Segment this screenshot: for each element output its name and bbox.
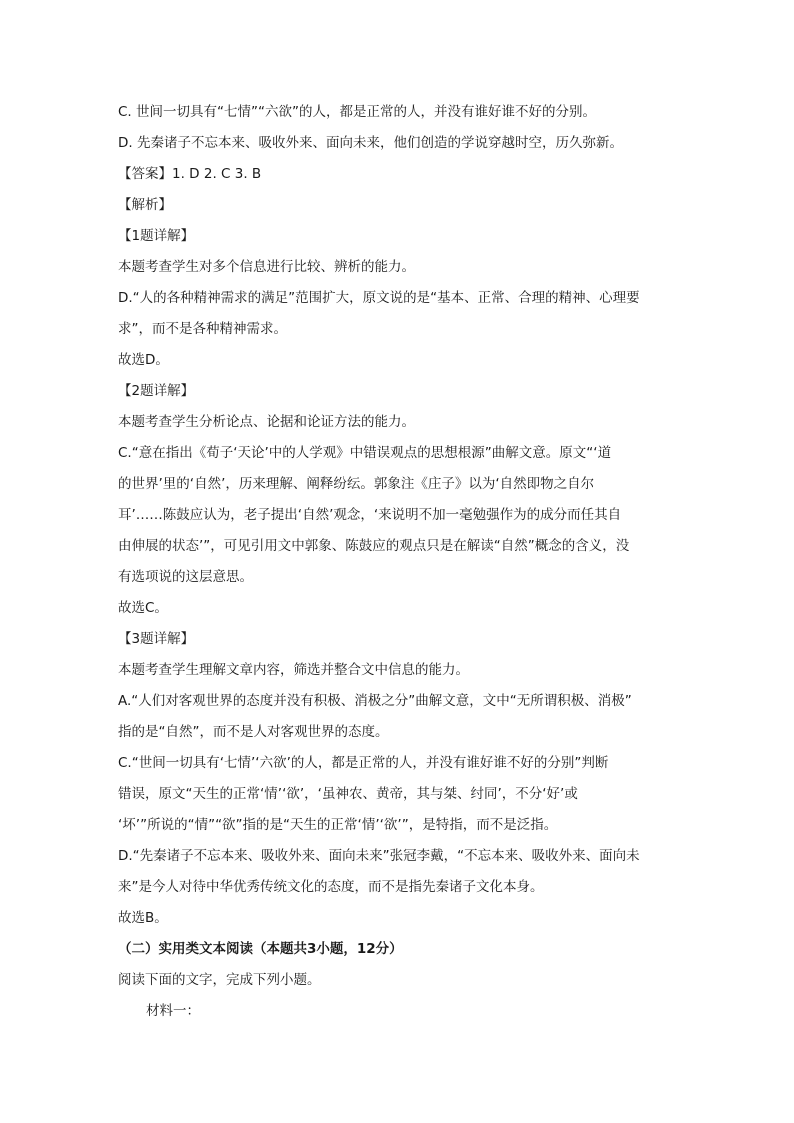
q2-explanation-line: 耳’……陈鼓应认为，老子提出‘自然’观念，‘来说明不加一毫勉强作为的成分而任其自 <box>118 507 622 523</box>
q2-explanation-line: 由伸展的状态’”，可见引用文中郭象、陈鼓应的观点只是在解读“自然”概念的含义，没 <box>118 538 630 554</box>
q3-explanation-line: D.“先秦诸子不忘本来、吸收外来、面向未来”张冠李戴，“不忘本来、吸收外来、面向未 <box>118 848 640 864</box>
q3-intro: 本题考查学生理解文章内容，筛选并整合文中信息的能力。 <box>118 662 469 678</box>
analysis-heading: 【解析】 <box>118 197 172 213</box>
q3-explanation-line: C.“世间一切具有‘七情’‘六欲’的人，都是正常的人，并没有谁好谁不好的分别”判断 <box>118 755 609 771</box>
q1-heading: 【1题详解】 <box>118 228 195 244</box>
section-heading: （二）实用类文本阅读（本题共3小题，12分） <box>118 941 403 957</box>
q2-explanation-line: 有选项说的这层意思。 <box>118 569 253 585</box>
q2-heading: 【2题详解】 <box>118 383 195 399</box>
q2-conclusion: 故选C。 <box>118 600 168 616</box>
q1-intro: 本题考查学生对多个信息进行比较、辨析的能力。 <box>118 259 415 275</box>
q2-explanation-line: C.“意在指出《荀子‘天论’中的人学观》中错误观点的思想根源”曲解文意。原文“‘道 <box>118 445 612 461</box>
q2-intro: 本题考查学生分析论点、论据和论证方法的能力。 <box>118 414 415 430</box>
q1-explanation-line: 求”，而不是各种精神需求。 <box>118 321 287 337</box>
q1-explanation-line: D.“人的各种精神需求的满足”范围扩大，原文说的是“基本、正常、合理的精神、心理要 <box>118 290 640 306</box>
q3-explanation-line: A.“人们对客观世界的态度并没有积极、消极之分”曲解文意，文中“无所谓积极、消极” <box>118 693 632 709</box>
q3-heading: 【3题详解】 <box>118 631 195 647</box>
q2-explanation-line: 的世界’里的‘自然’，历来理解、阐释纷纭。郭象注《庄子》以为‘自然即物之自尔 <box>118 476 595 492</box>
option-d-line: D. 先秦诸子不忘本来、吸收外来、面向未来，他们创造的学说穿越时空，历久弥新。 <box>118 135 623 151</box>
q3-explanation-line: 指的是“自然”，而不是人对客观世界的态度。 <box>118 724 389 740</box>
option-c-line: C. 世间一切具有“七情”“六欲”的人，都是正常的人，并没有谁好谁不好的分别。 <box>118 104 596 120</box>
q3-conclusion: 故选B。 <box>118 910 168 926</box>
q3-explanation-line: 来”是今人对待中华优秀传统文化的态度，而不是指先秦诸子文化本身。 <box>118 879 544 895</box>
material-label: 材料一： <box>146 1003 200 1019</box>
q3-explanation-line: ‘坏’”所说的“情”“欲”指的是“天生的正常‘情’‘欲’”，是特指，而不是泛指。 <box>118 817 558 833</box>
instruction-line: 阅读下面的文字，完成下列小题。 <box>118 972 321 988</box>
q3-explanation-line: 错误，原文“天生的正常‘情’‘欲’，‘虽神农、黄帝，其与桀、纣同’，不分‘好’或 <box>118 786 578 802</box>
answer-line: 【答案】1. D 2. C 3. B <box>118 166 262 182</box>
q1-conclusion: 故选D。 <box>118 352 169 368</box>
